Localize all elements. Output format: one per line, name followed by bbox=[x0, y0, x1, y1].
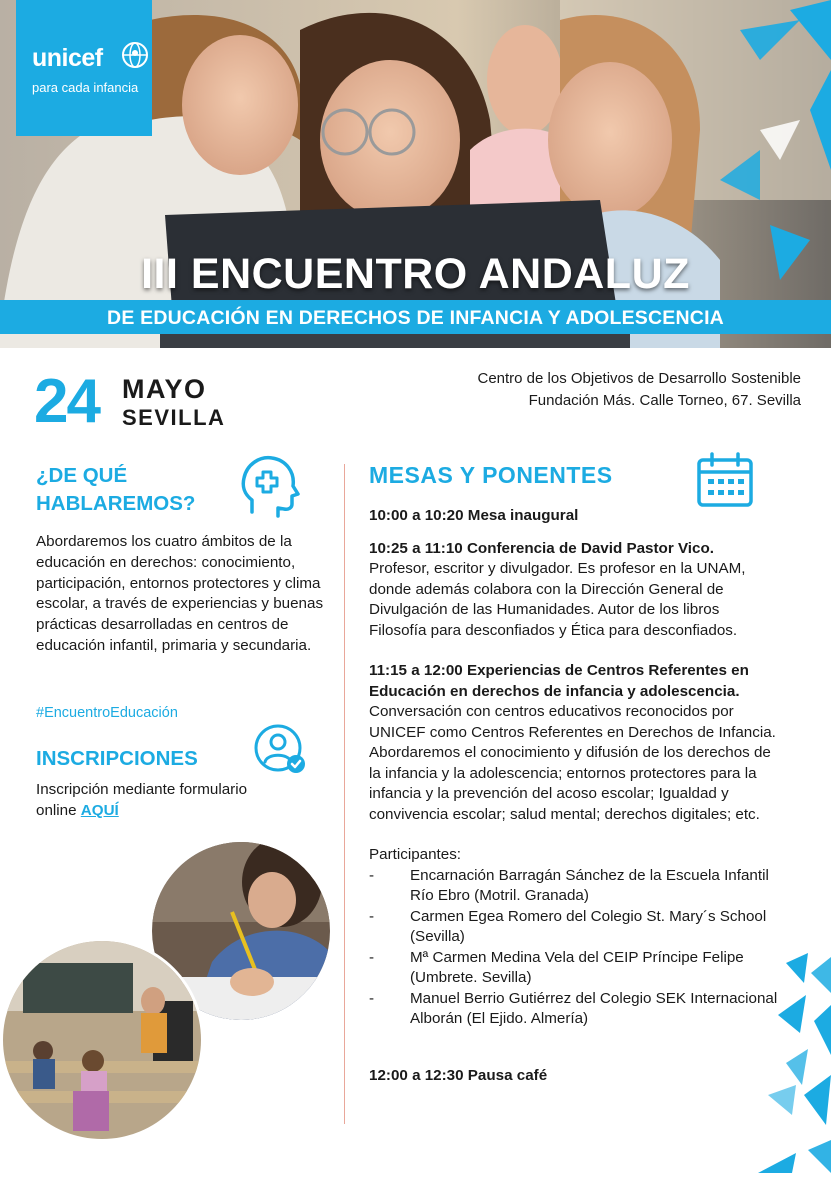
registration-link[interactable]: AQUÍ bbox=[80, 802, 119, 819]
registration-description: Inscripción mediante formulario online bbox=[36, 781, 248, 819]
participant-text: Encarnación Barragán Sánchez de la Escuela Infantil Río Ebro (Motril. Granada) bbox=[410, 866, 769, 904]
decorative-triangles bbox=[756, 945, 831, 1175]
list-bullet: - bbox=[369, 948, 375, 966]
venue-line-1: Centro de los Objetivos de Desarrollo Sostenible bbox=[477, 370, 801, 387]
list-bullet: - bbox=[369, 989, 375, 1007]
topics-title-line-2: HABLAREMOS? bbox=[36, 492, 196, 515]
event-subtitle: DE EDUCACIÓN EN DERECHOS DE INFANCIA Y ADOLESCENCIA bbox=[107, 307, 724, 329]
user-check-icon bbox=[252, 722, 308, 776]
program-item-heading: 10:25 a 11:10 Conferencia de David Pastor Vico. bbox=[369, 539, 714, 557]
participant-text: Carmen Egea Romero del Colegio St. Mary´s School (Sevilla) bbox=[410, 907, 767, 945]
participants-list bbox=[369, 866, 779, 1030]
program-item-heading: 11:15 a 12:00 Experiencias de Centros Referentes en Educación en derechos de infancia y adolescencia. bbox=[369, 662, 749, 700]
classroom-graphic bbox=[3, 941, 201, 1139]
participant-item bbox=[369, 989, 779, 1030]
hero-banner bbox=[0, 0, 831, 348]
topics-title-line-1: ¿DE QUÉ bbox=[36, 464, 128, 487]
event-month: MAYO bbox=[122, 374, 207, 404]
event-city: SEVILLA bbox=[122, 405, 226, 430]
participant-text: Mª Carmen Medina Vela del CEIP Príncipe Felipe (Umbrete. Sevilla) bbox=[410, 948, 744, 986]
participant-item bbox=[369, 907, 779, 948]
registration-title: INSCRIPCIONES bbox=[36, 747, 198, 770]
participant-item bbox=[369, 866, 779, 907]
program-item-body: Profesor, escritor y divulgador. Es profesor en la UNAM, donde además colabora con la Dirección General de Divulgación de las Humanidades. Autor de los libros Filosofía para desconfiados y Ética para desconfiados. bbox=[369, 560, 746, 639]
registration-text bbox=[36, 779, 286, 821]
event-day: 24 bbox=[34, 367, 99, 436]
globe-icon bbox=[120, 40, 150, 70]
program-title: MESAS Y PONENTES bbox=[369, 462, 613, 488]
program-list bbox=[369, 506, 779, 1086]
topics-body: Abordaremos los cuatro ámbitos de la educación en derechos: conocimiento, participación, entornos protectores y clima escolar, a través de experiencias y buenas prácticas desarrolladas en centros de educación infantil, primaria y secundaria. bbox=[36, 533, 324, 654]
logo-tagline: para cada infancia bbox=[32, 80, 139, 95]
topics-title bbox=[36, 462, 236, 518]
participant-text: Manuel Berrio Gutiérrez del Colegio SEK Internacional Alborán (El Ejido. Almería) bbox=[410, 989, 778, 1027]
list-bullet: - bbox=[369, 907, 375, 925]
program-item-body: Conversación con centros educativos reconocidos por UNICEF como Centros Referentes en Derechos de Infancia. Abordaremos el conocimiento y difusión de los derechos de la infancia y la adolescencia; entornos protectores para la infancia y la prevención del acoso escolar; Igualdad y convivencia escolar; salud mental; derechos digitales; etc. bbox=[369, 703, 776, 823]
classroom-photo bbox=[0, 938, 204, 1142]
venue-line-2: Fundación Más. Calle Torneo, 67. Sevilla bbox=[528, 392, 801, 409]
participant-item bbox=[369, 948, 779, 989]
program-item-heading: 10:00 a 10:20 Mesa inaugural bbox=[369, 507, 579, 524]
participants-label: Participantes: bbox=[369, 846, 462, 863]
unicef-logo bbox=[16, 0, 152, 136]
event-hashtag: #EncuentroEducación bbox=[36, 705, 178, 721]
column-divider bbox=[344, 464, 345, 1124]
venue-address bbox=[477, 368, 801, 412]
event-title: III ENCUENTRO ANDALUZ bbox=[141, 250, 690, 298]
logo-wordmark: unicef bbox=[32, 44, 103, 72]
list-bullet: - bbox=[369, 866, 375, 884]
head-plus-icon bbox=[238, 452, 300, 518]
calendar-icon bbox=[696, 452, 754, 508]
program-item-heading: 12:00 a 12:30 Pausa café bbox=[369, 1066, 548, 1084]
